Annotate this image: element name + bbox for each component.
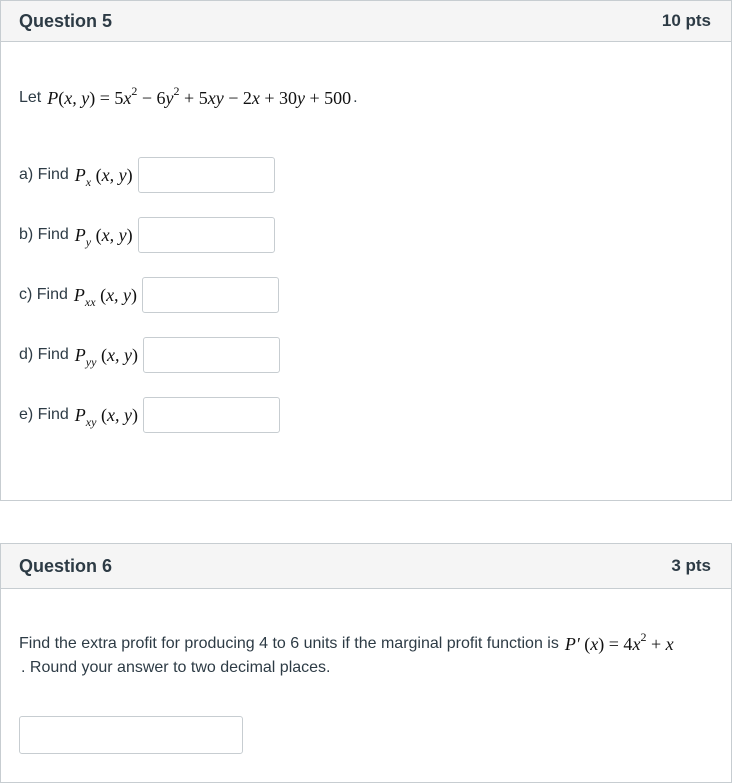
part-c [19, 277, 279, 313]
part-d [19, 337, 280, 373]
question-6-text: Find the extra profit for producing 4 to 6 units if the marginal profit function is [19, 634, 559, 652]
question-5-title: Question 5 [19, 10, 113, 31]
part-a-expression: $P_x$ (x, y) [74, 164, 133, 189]
answer-input-e[interactable] [143, 397, 280, 433]
part-c-expression: $P_{xx}$ (x, y) [73, 284, 138, 309]
part-e [19, 397, 280, 433]
function-definition: P(x, $y) = 5x^2 - 6y^2 + 5xy - 2x + 30y + 500$ [47, 84, 352, 108]
part-c-label: c) Find [19, 286, 68, 303]
part-b-expression: $P_y$ (x, y) [74, 224, 133, 249]
question-5-points: 10 pts [661, 11, 711, 30]
answer-input-c[interactable] [142, 277, 279, 313]
question-6 [0, 543, 732, 783]
question-6-text-line-2 [21, 659, 330, 677]
marginal-profit-function: P′ $(x) = 4x^2 + x$ [564, 630, 674, 654]
part-a-label: a) Find [19, 166, 69, 183]
question-5-prompt: Let P(x, $y) = 5x^2 - 6y^2 + 5xy - 2x + 30y + 500$ . [19, 84, 358, 108]
question-6-title: Question 6 [19, 555, 113, 576]
question-6-header [1, 544, 731, 589]
part-b-label: b) Find [19, 226, 69, 243]
part-b [19, 217, 275, 253]
answer-input-a[interactable] [138, 157, 275, 193]
question-5-header [1, 1, 731, 42]
part-e-expression: $P_{xy}$ (x, y) [74, 404, 138, 429]
question-6-instruction: . Round your answer to two decimal places. [21, 659, 331, 676]
answer-input-q6[interactable] [19, 716, 243, 754]
question-6-text-line-1 [19, 632, 674, 655]
answer-input-d[interactable] [143, 337, 280, 373]
question-6-points: 3 pts [671, 556, 711, 575]
part-d-expression: $P_{yy}$ (x, y) [74, 344, 138, 369]
part-e-label: e) Find [19, 406, 69, 423]
part-a [19, 157, 275, 193]
prompt-let: Let [19, 88, 42, 106]
part-d-label: d) Find [19, 346, 69, 363]
answer-input-b[interactable] [138, 217, 275, 253]
